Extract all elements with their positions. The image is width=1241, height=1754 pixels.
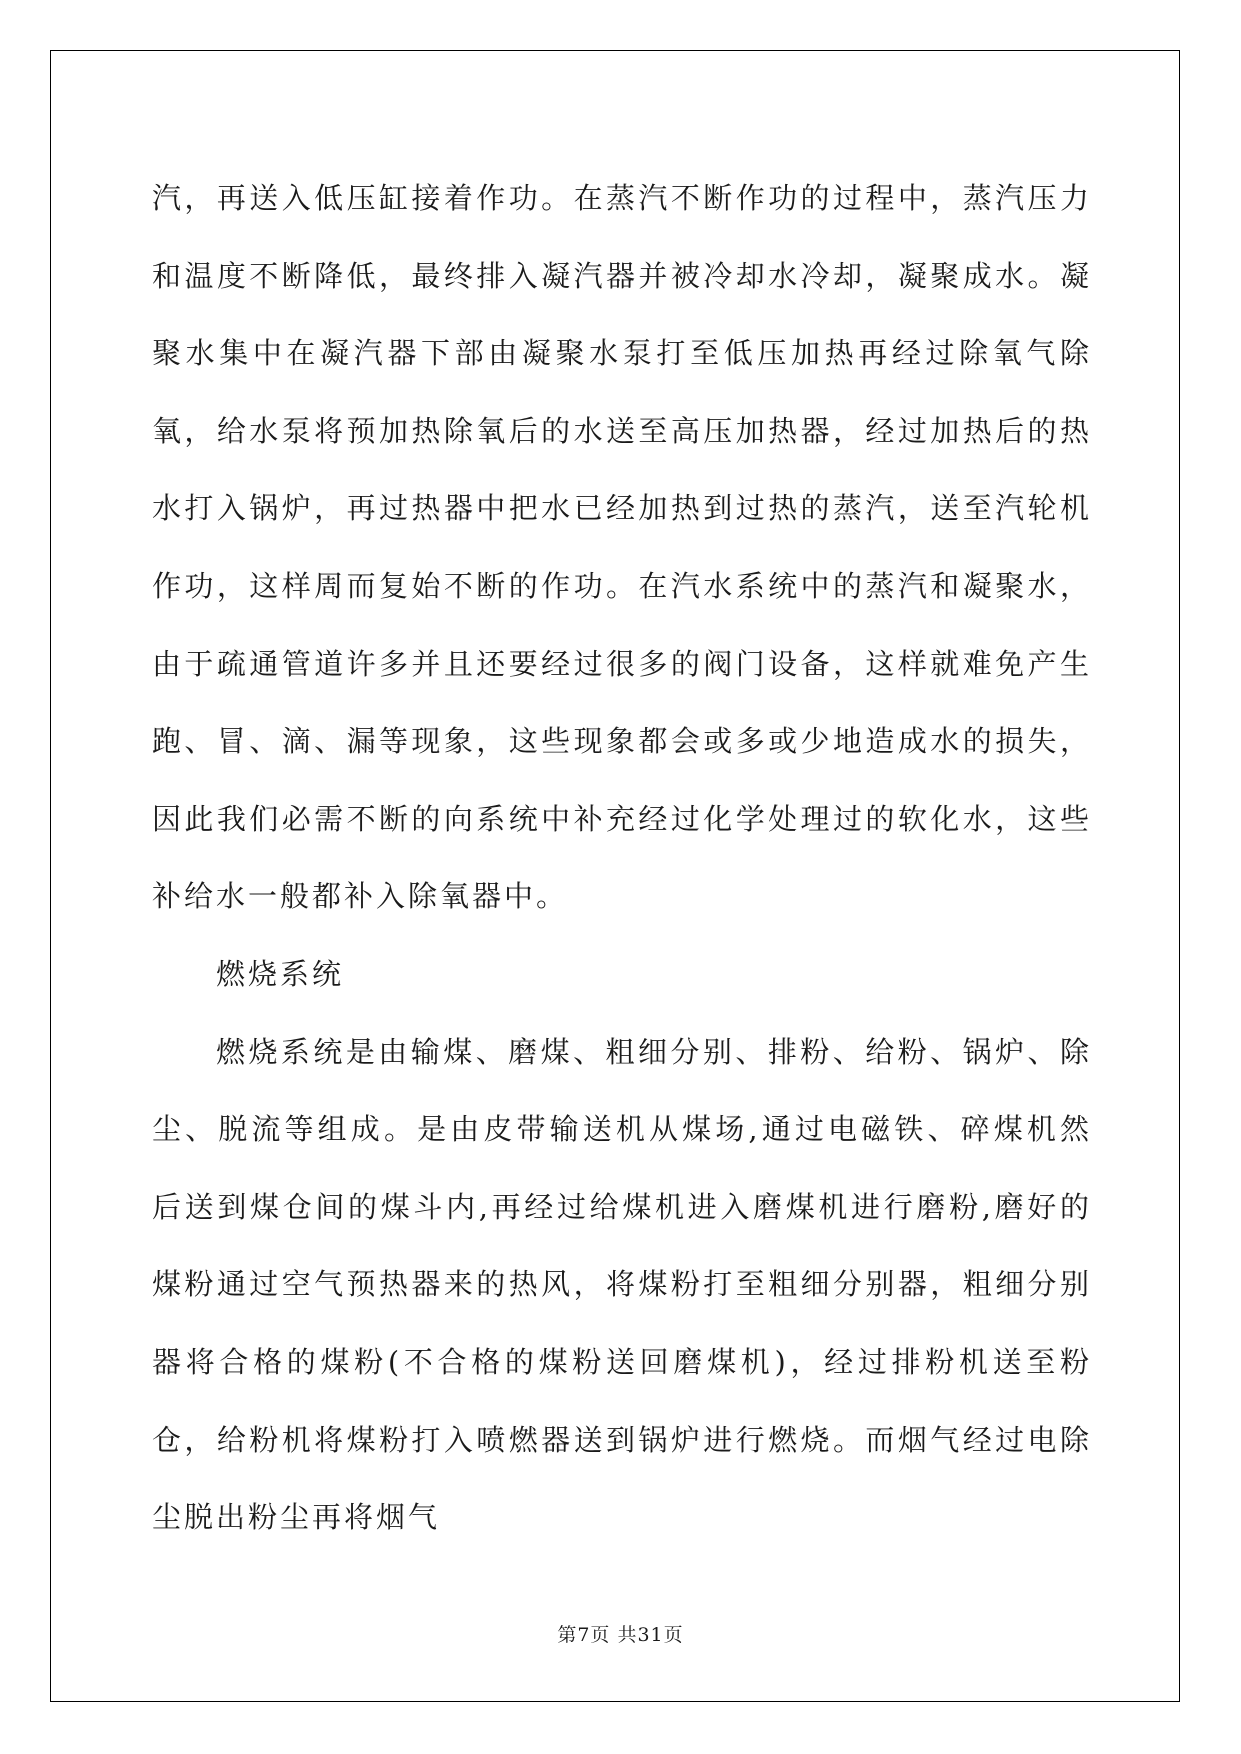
section-heading: 燃烧系统 <box>216 956 345 991</box>
page-number-footer: 第7页 共31页 <box>557 1624 684 1646</box>
document-body <box>152 160 1092 1557</box>
body-paragraph: 汽，再送入低压缸接着作功。在蒸汽不断作功的过程中，蒸汽压力和温度不断降低，最终排入凝汽器并被冷却水冷却，凝聚成水。凝聚水集中在凝汽器下部由凝聚水泵打至低压加热再经过除氧气除氧，给水泵将预加热除氧后的水送至高压加热器，经过加热后的热水打入锅炉，再过热器中把水已经加热到过热的蒸汽，送至汽轮机作功，这样周而复始不断的作功。在汽水系统中的蒸汽和凝聚水，由于疏通管道许多并且还要经过很多的阀门设备，这样就难免产生跑、冒、滴、漏等现象，这些现象都会或多或少地造成水的损失，因此我们必需不断的向系统中补充经过化学处理过的软化水，这些补给水一般都补入除氧器中。 <box>152 181 1092 914</box>
body-paragraph: 燃烧系统是由输煤、磨煤、粗细分别、排粉、给粉、锅炉、除尘、脱流等组成。是由皮带输送机从煤场,通过电磁铁、碎煤机然后送到煤仓间的煤斗内,再经过给煤机进入磨煤机进行磨粉,磨好的煤粉通过空气预热器来的热风，将煤粉打至粗细分别器，粗细分别器将合格的煤粉(不合格的煤粉送回磨煤机)，经过排粉机送至粉仓，给粉机将煤粉打入喷燃器送到锅炉进行燃烧。而烟气经过电除尘脱出粉尘再将烟气 <box>152 1034 1092 1535</box>
